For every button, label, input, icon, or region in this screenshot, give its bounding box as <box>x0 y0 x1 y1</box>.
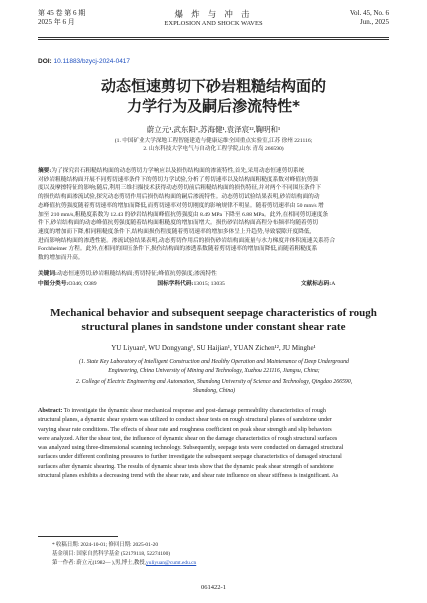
abstract-cn-line: Forchheimer 方程。此外,在相同的围压条件下,损伤结构面的渗透系数随着剪切速率的增加而降低,而随着粗糙度系 <box>38 246 318 253</box>
authors-en: YU Liyuan¹, WU Dongyang¹, SU Haijian¹, YUAN Zichen¹², JU Minghe¹ <box>111 344 316 352</box>
doc-code-label: 文献标志码: <box>300 281 332 287</box>
abstract-en-line: structural planes exhibits a decreasing trend with the shear rate, and shear rate influence on shear stiffness is insignificant. As <box>38 473 339 480</box>
abstract-en-line: were analyzed. After the shear test, the influence of dynamic shear on the damage characteristics of rough structural surfaces <box>38 435 338 442</box>
clc-label: 中图分类号: <box>38 281 69 287</box>
header-rule-top <box>38 37 389 38</box>
abstract-en-line: structural planes, a dynamic shear system was utilized to conduct shear tests on rough structural planes of sandstone under <box>38 417 332 424</box>
abstract-cn-line: 速度的增加而下降,相同粗糙度条件下,结构面损伤程度随着剪切速率的增加多体呈上升趋势,导致裂隙开度降低, <box>38 228 311 235</box>
keywords-cn <box>38 270 390 279</box>
affiliation-en-1: (1. State Key Laboratory of Intelligent Construction and Healthy Operation and Maintenance of Deep Underground <box>79 359 349 365</box>
journal-name-en: EXPLOSION AND SHOCK WAVES <box>164 20 263 27</box>
abstract-en-label: Abstract: <box>38 408 63 414</box>
title-en-line1: Mechanical behavior and subsequent seepage characteristics of rough <box>50 307 377 319</box>
classification-line <box>38 280 390 289</box>
footnote-first-author-text: 第一作者: 蔚立元(1982— ),男,博士,教授, <box>52 560 147 566</box>
page-number: 061422-1 <box>201 584 226 591</box>
footnote-first-author <box>52 559 196 567</box>
affiliation-en-2: 2. College of Electric Engineering and Automation, Shandong University of Science and Technology, Qingdao 266590, <box>75 379 353 385</box>
abstract-en-line: varying shear rate conditions. The effects of shear rate and roughness coefficient on peak shear strength and slip behaviors <box>38 426 332 433</box>
abstract-cn-line: 件下,砂岩结构面的动态峰值抗剪强度随着结构面粗糙度的增加而增大。损伤砂岩结构面高程分布频率均随着剪切 <box>38 220 319 227</box>
header-rule-bottom <box>38 39 389 40</box>
abstract-cn-line: 数的增加而升高。 <box>38 255 84 262</box>
abstract-cn-line: 对砂岩粗糙结构面开展不同剪切速率条件下的剪切力学试验,分析了剪切速率以及结构面粗糙度系数对峰值抗剪强 <box>38 176 319 183</box>
keywords-cn-label: 关键词: <box>38 271 57 277</box>
ncc-value: 13015; 13035 <box>193 281 225 287</box>
title-cn-line2: 力学行为及嗣后渗流特性* <box>127 97 300 115</box>
doi-line <box>38 58 130 65</box>
abstract-cn <box>38 167 390 263</box>
date-cn: 2025 年 6 月 <box>38 18 75 26</box>
affiliation-en-2b: Shandong, China) <box>192 388 236 394</box>
abstract-cn-line: 加至 210 mm/s,粗糙度系数为 12.43 的砂岩结构面峰值抗剪强度由 8.49 MPa 下降至 6.88 MPa。此外,在相同剪切速度条 <box>38 211 329 218</box>
abstract-cn-line: 的损伤结构面渗流试验,探究动态剪切作用后损伤结构面的嗣后渗流特性。动态剪切试验结果表明,砂岩结构面的动 <box>38 194 320 201</box>
volume-issue-cn: 第 45 卷 第 6 期 <box>38 9 86 17</box>
doi-link[interactable]: 10.11883/bzycj-2024-0417 <box>53 58 131 65</box>
footnote-funding: 基金项目: 国家自然科学基金 (52179118, 52274100) <box>52 551 171 557</box>
doi-label: DOI: <box>38 58 52 65</box>
abstract-cn-label: 摘要: <box>38 168 52 174</box>
abstract-en-line: surfaces under different confining pressures to further investigate the subsequent seepage characteristics of damaged structural <box>38 454 342 461</box>
keywords-cn-value: 动态恒速剪切;砂岩粗糙结构面;剪切特征;峰值抗剪强度;渗流特性 <box>56 271 217 277</box>
affiliation-cn-2: 2. 山东科技大学电气与自动化工程学院,山东 青岛 266590) <box>143 146 284 152</box>
clc-value: O346; O389 <box>68 281 97 287</box>
affiliation-en-1b: Engineering, China University of Mining and Technology, Xuzhou 221116, Jiangsu, China; <box>108 368 320 374</box>
abstract-en-line: To investigate the dynamic shear mechanical response and post-damage permeability characteristics of rough <box>63 408 326 414</box>
volume-issue-en: Vol. 45, No. 6 <box>349 9 389 17</box>
abstract-en-line: surfaces after dynamic shearing. The results of dynamic shear tests show that the dynamic peak shear strength of sandstone <box>38 463 334 470</box>
running-header <box>38 9 389 36</box>
journal-volume-info-en <box>350 9 389 27</box>
title-cn-line1: 动态恒速剪切下砂岩粗糙结构面的 <box>100 77 326 95</box>
date-en: Jun., 2025 <box>360 18 389 26</box>
ncc-label: 国标学科代码: <box>157 281 194 287</box>
abstract-en <box>38 407 390 481</box>
journal-name-cn: 爆 炸 与 冲 击 <box>174 9 253 19</box>
footnote-rule <box>38 536 118 537</box>
abstract-cn-line: 进而影响结构面的渗透性能。渗流试验结果表明,动态剪切作用后的损伤砂岩结构面流量与水力梯度并体积流速关系符合 <box>38 237 336 244</box>
abstract-cn-line: 度以及摩擦特征的影响;随后,利用三维扫描技术获得动态剪切前后粗糙结构面的损伤特征,并对两个不同围压条件下 <box>38 185 322 192</box>
author-email-link[interactable]: yuliyuan@cumt.edu.cn <box>146 560 197 566</box>
abstract-cn-line: 态峰值抗剪强度随着剪切速率的增加而降低,而剪切速率对剪切刚度的影响规律不明显。随着剪切速率由 50 mm/s 增 <box>38 202 324 209</box>
abstract-en-line: was analyzed using three-dimensional scanning technology. Subsequently, seepage tests were conducted on damaged structural <box>38 445 344 452</box>
affiliation-cn-1: (1. 中国矿业大学深地工程智能建造与健康运维全国重点实验室,江苏 徐州 221116; <box>114 138 313 144</box>
doc-code-value: A <box>331 281 336 287</box>
footnote-received: * 收稿日期: 2024-10-01; 修回日期: 2025-01-20 <box>52 542 159 548</box>
title-en-line2: structural planes in sandstone under constant shear rate <box>81 321 346 333</box>
authors-cn: 蔚立元¹,武东阳¹,苏海健¹,袁泽宸¹²,鞠明和¹ <box>146 125 281 134</box>
abstract-cn-line: 为了探究岩石粗糙结构面的动态剪切力学响应以及损伤结构面的渗流特性,首先,采用动态恒速剪切系统 <box>51 168 305 174</box>
